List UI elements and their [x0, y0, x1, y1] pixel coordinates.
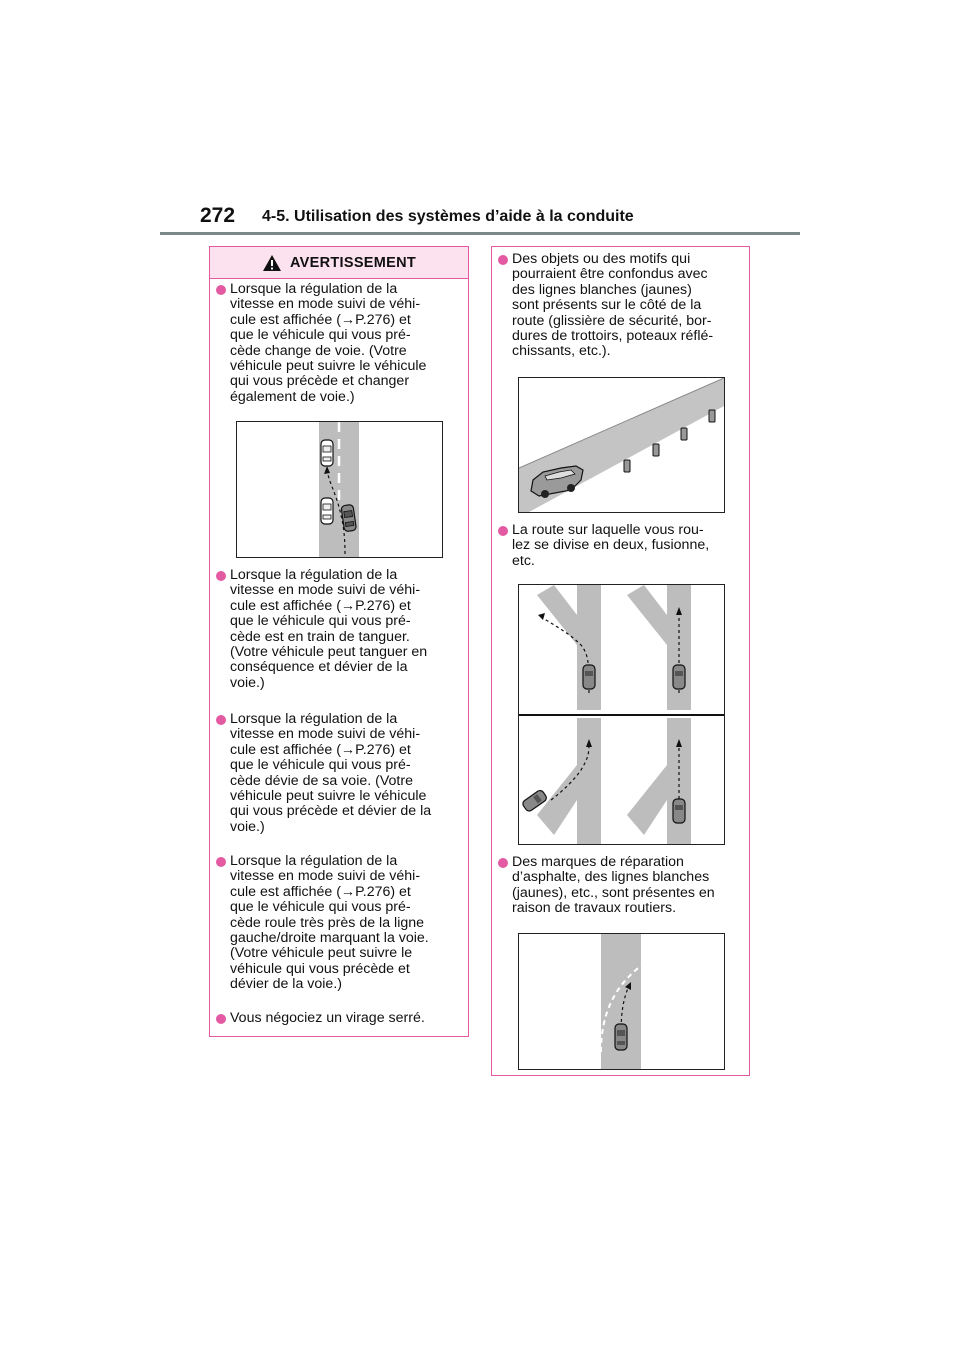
item-text: Des marques de réparation d’asphalte, des lignes blanches (jaunes), etc., sont présentes en raison de travaux routiers. — [512, 854, 715, 917]
road-split-merge-illustration — [518, 584, 725, 845]
bullet-icon — [216, 1014, 226, 1024]
list-item — [216, 1011, 466, 1026]
lane-change-illustration — [236, 421, 443, 558]
list-item — [216, 568, 466, 691]
item-text: Vous négociez un virage serré. — [230, 1010, 425, 1026]
list-item — [216, 282, 466, 405]
item-text: Des objets ou des motifs qui pourraient être confondus avec des lignes blanches (jaunes) sont présents sur le côté de la route (glissière de sécurité, bor- dures de trottoirs, poteaux réflé- chissants, etc.). — [512, 251, 714, 360]
warning-header — [210, 247, 468, 279]
list-item — [498, 855, 746, 917]
roadside-posts-illustration — [518, 377, 725, 513]
item-text: Lorsque la régulation de la vitesse en mode suivi de véhi- cule est affichée (→P.276) et que le véhicule qui vous pré- cède est en train de tanguer. (Votre véhicule peut tanguer en conséquence et dévier de la voie.) — [230, 567, 428, 691]
bullet-icon — [216, 715, 226, 725]
list-item — [216, 854, 466, 993]
warning-box-right — [491, 246, 750, 1076]
page-number: 272 — [200, 204, 236, 227]
road-repair-illustration — [518, 933, 725, 1070]
bullet-icon — [498, 255, 508, 265]
warning-title: AVERTISSEMENT — [289, 254, 417, 271]
list-item — [498, 523, 746, 569]
item-text: La route sur laquelle vous rou- lez se divise en deux, fusionne, etc. — [512, 522, 710, 569]
list-item — [498, 252, 746, 360]
item-text: Lorsque la régulation de la vitesse en mode suivi de véhi- cule est affichée (→P.276) et que le véhicule qui vous pré- cède change de voie. (Votre véhicule peut suivre le véhicule qui vous précède et changer également de voie.) — [230, 281, 427, 405]
bullet-icon — [216, 571, 226, 581]
bullet-icon — [216, 285, 226, 295]
list-item — [216, 712, 466, 835]
header-rule — [160, 232, 800, 235]
item-text: Lorsque la régulation de la vitesse en mode suivi de véhi- cule est affichée (→P.276) et que le véhicule qui vous pré- cède roule très près de la ligne gauche/droite marquant la voie. (Votre véhicule peut suivre le véhicule qui vous précède et dévier de la voie.) — [230, 853, 429, 993]
warning-box-left — [209, 246, 469, 1037]
item-text: Lorsque la régulation de la vitesse en mode suivi de véhi- cule est affichée (→P.276) et que le véhicule qui vous pré- cède dévie de sa voie. (Votre véhicule peut suivre le véhicule qui vous précède et dévier de la voie.) — [230, 711, 432, 835]
warning-triangle-icon — [262, 254, 282, 272]
bullet-icon — [498, 858, 508, 868]
section-title: 4-5. Utilisation des systèmes d’aide à la conduite — [262, 208, 634, 225]
bullet-icon — [216, 857, 226, 867]
bullet-icon — [498, 526, 508, 536]
